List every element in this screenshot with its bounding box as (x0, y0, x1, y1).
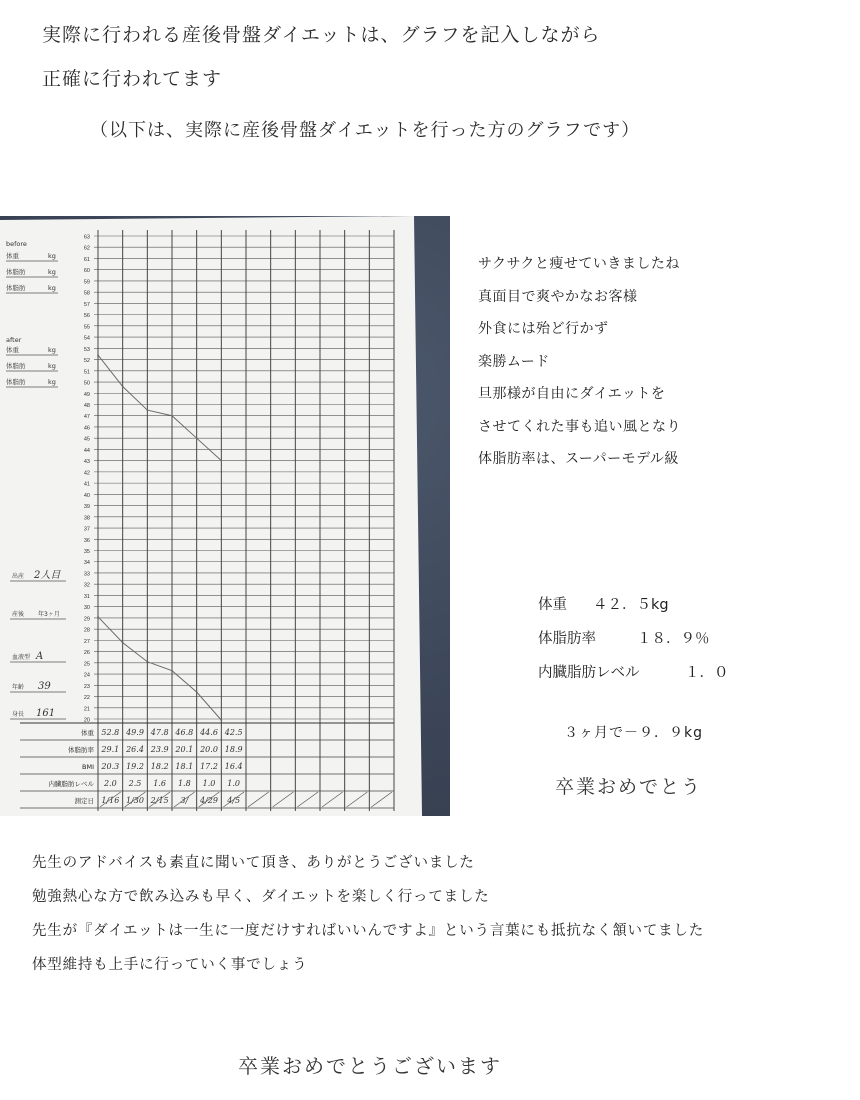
y-tick-label: 42 (83, 470, 90, 477)
y-tick-label: 26 (83, 650, 90, 657)
table-cell: 19.2 (126, 762, 144, 771)
y-tick-label: 41 (83, 481, 90, 488)
postpartum-label: 産後 (12, 611, 25, 618)
series-point (171, 670, 173, 672)
y-tick-label: 20 (83, 717, 90, 724)
body-fat-label: 体脂肪 (6, 378, 26, 386)
table-row-label: 内臓脂肪レベル (48, 780, 94, 788)
height-value: 161 (36, 708, 56, 719)
stat-weight (525, 588, 735, 622)
postpartum-value: 年3ヶ月 (38, 611, 60, 618)
table-cell: 18.9 (224, 745, 243, 754)
y-tick-label: 59 (83, 279, 90, 286)
y-tick-label: 25 (83, 661, 90, 668)
y-tick-label: 46 (83, 425, 90, 432)
paper-sheet (0, 216, 422, 816)
table-cell: 42.5 (224, 728, 243, 737)
blood-type-label: 血液型 (12, 654, 31, 661)
table-cell: 1.6 (153, 779, 167, 788)
stat-visceral-fat (525, 656, 735, 690)
client-comments (478, 250, 681, 478)
y-tick-label: 35 (83, 549, 90, 556)
y-tick-label: 31 (83, 593, 90, 600)
stat-label: 体脂肪率 (538, 631, 596, 647)
births-label: 出産 (12, 573, 25, 580)
table-cell: 46.8 (175, 728, 194, 737)
y-tick-label: 54 (83, 335, 90, 342)
y-tick-label: 27 (83, 638, 90, 645)
comment-line: 体脂肪率は、スーパーモデル級 (478, 451, 679, 467)
series-point (97, 616, 99, 618)
graduation-message: 卒業おめでとうございます (238, 1054, 502, 1078)
table-cell: 2/15 (150, 796, 169, 805)
body-fat-label: 体脂肪 (6, 362, 26, 370)
unit-kg: kg (48, 362, 56, 370)
table-cell: 49.9 (126, 728, 144, 737)
table-row-label: 体脂肪率 (68, 746, 94, 754)
series-point (196, 691, 198, 693)
weight-label: 体重 (6, 252, 19, 260)
teacher-comments (32, 848, 704, 984)
table-cell: 29.1 (101, 745, 120, 754)
body-fat-label: 体脂肪 (6, 284, 26, 292)
comment-line: 旦那様が自由にダイエットを (478, 386, 666, 402)
y-tick-label: 57 (83, 301, 90, 308)
table-cell: 20.3 (101, 762, 120, 771)
y-tick-label: 53 (83, 346, 90, 353)
stat-value: １．０ (685, 665, 729, 681)
series-point (171, 415, 173, 417)
table-cell: 26.4 (126, 745, 144, 754)
before-label: before (6, 240, 27, 248)
table-cell: 3/ (180, 796, 189, 805)
unit-kg: kg (48, 284, 56, 292)
table-cell: 1.0 (202, 779, 216, 788)
series-point (220, 460, 222, 462)
y-tick-label: 22 (83, 695, 90, 702)
series-point (196, 437, 198, 439)
table-cell: 18.2 (150, 762, 169, 771)
y-tick-label: 47 (83, 414, 90, 421)
comment-line: 先生が『ダイエットは一生に一度だけすればいいんですよ』という言葉にも抵抗なく頷いてました (32, 923, 705, 939)
comment-line: 体型維持も上手に行っていく事でしょう (32, 957, 308, 973)
graph-note: （以下は、実際に産後骨盤ダイエットを行った方のグラフです） (90, 120, 641, 141)
y-tick-label: 21 (83, 706, 90, 713)
unit-kg: kg (48, 346, 56, 354)
age-label: 年齢 (12, 684, 25, 691)
stat-value: １８．９％ (637, 631, 710, 647)
table-cell: 16.4 (224, 762, 243, 771)
after-label: after (6, 336, 22, 344)
y-tick-label: 50 (83, 380, 90, 387)
result-stats (525, 588, 735, 690)
unit-kg: kg (48, 252, 56, 260)
comment-line: させてくれた事も追い風となり (478, 418, 681, 435)
y-tick-label: 36 (83, 537, 90, 544)
series-point (146, 409, 148, 411)
diet-chart-photo (0, 216, 450, 816)
y-tick-label: 51 (83, 369, 90, 376)
series-point (122, 386, 124, 388)
y-tick-label: 29 (83, 616, 90, 623)
y-tick-label: 34 (83, 560, 90, 567)
stat-body-fat (525, 622, 735, 656)
blood-type-value: A (36, 651, 44, 662)
series-point (122, 642, 124, 644)
y-tick-label: 60 (83, 268, 90, 275)
stat-label: 内臓脂肪レベル (538, 665, 640, 681)
y-tick-label: 55 (83, 324, 90, 331)
table-cell: 1/16 (101, 796, 120, 805)
table-cell: 1.0 (227, 779, 241, 788)
y-tick-label: 38 (83, 515, 90, 522)
height-label: 身長 (12, 711, 25, 718)
y-tick-label: 56 (83, 313, 90, 320)
y-tick-label: 49 (83, 391, 90, 398)
weight-label: 体重 (6, 346, 19, 354)
table-cell: 2.5 (128, 779, 142, 788)
y-tick-label: 37 (83, 526, 90, 533)
y-tick-label: 52 (83, 358, 90, 365)
y-tick-label: 61 (83, 256, 90, 263)
y-tick-label: 48 (83, 402, 90, 409)
y-tick-label: 62 (83, 245, 90, 252)
comment-line: 先生のアドバイスも素直に聞いて頂き、ありがとうございました (32, 855, 475, 871)
comment-line: 外食には殆ど行かず (478, 321, 609, 337)
y-tick-label: 43 (83, 459, 90, 466)
weight-loss-result: ３ヶ月で－９．９kg (564, 725, 703, 741)
table-cell: 1.8 (177, 779, 191, 788)
comment-line: 真面目で爽やかなお客様 (478, 288, 638, 305)
table-cell: 1/30 (126, 796, 144, 805)
table-cell: 52.8 (101, 728, 120, 737)
y-tick-label: 32 (83, 582, 90, 589)
series-point (97, 354, 99, 356)
y-tick-label: 45 (83, 436, 90, 443)
table-cell: 20.1 (175, 745, 194, 754)
table-cell: 2.0 (103, 779, 117, 788)
y-tick-label: 33 (83, 571, 90, 578)
table-cell: 20.0 (200, 745, 218, 754)
y-tick-label: 30 (83, 605, 90, 612)
table-cell: 18.1 (175, 762, 194, 771)
series-point (146, 661, 148, 663)
diet-chart (0, 216, 450, 816)
table-cell: 4/5 (227, 796, 241, 805)
body-fat-label: 体脂肪 (6, 268, 26, 276)
table-cell: 4/29 (200, 796, 218, 805)
comment-line: サクサクと痩せていきましたね (478, 256, 680, 272)
y-tick-label: 40 (83, 492, 90, 499)
table-cell: 17.2 (200, 762, 218, 771)
table-cell: 44.6 (200, 728, 218, 737)
y-tick-label: 58 (83, 290, 90, 297)
stat-label: 体重 (538, 597, 567, 613)
series-point (220, 719, 222, 721)
y-tick-label: 39 (83, 504, 90, 511)
congrats-message: 卒業おめでとう (555, 776, 703, 798)
table-cell: 47.8 (150, 728, 169, 737)
unit-kg: kg (48, 268, 56, 276)
y-tick-label: 63 (83, 234, 90, 241)
age-value: 39 (38, 681, 51, 692)
y-tick-label: 44 (83, 447, 90, 454)
heading-line-1: 実際に行われる産後骨盤ダイエットは、グラフを記入しながら (42, 24, 601, 46)
table-row-label: BMI (82, 763, 94, 771)
heading-line-2: 正確に行われてます (42, 68, 223, 90)
y-tick-label: 24 (83, 672, 90, 679)
y-tick-label: 28 (83, 627, 90, 634)
y-tick-label: 23 (83, 683, 90, 690)
comment-line: 勉強熱心な方で飲み込みも早く、ダイエットを楽しく行ってました (32, 889, 490, 905)
stat-value: ４２．５kg (593, 597, 669, 613)
births-value: 2人目 (34, 570, 61, 581)
unit-kg: kg (48, 378, 56, 386)
comment-line: 楽勝ムード (478, 353, 550, 370)
table-cell: 23.9 (150, 745, 169, 754)
table-row-label: 測定日 (74, 797, 94, 805)
table-row-label: 体重 (81, 729, 94, 737)
